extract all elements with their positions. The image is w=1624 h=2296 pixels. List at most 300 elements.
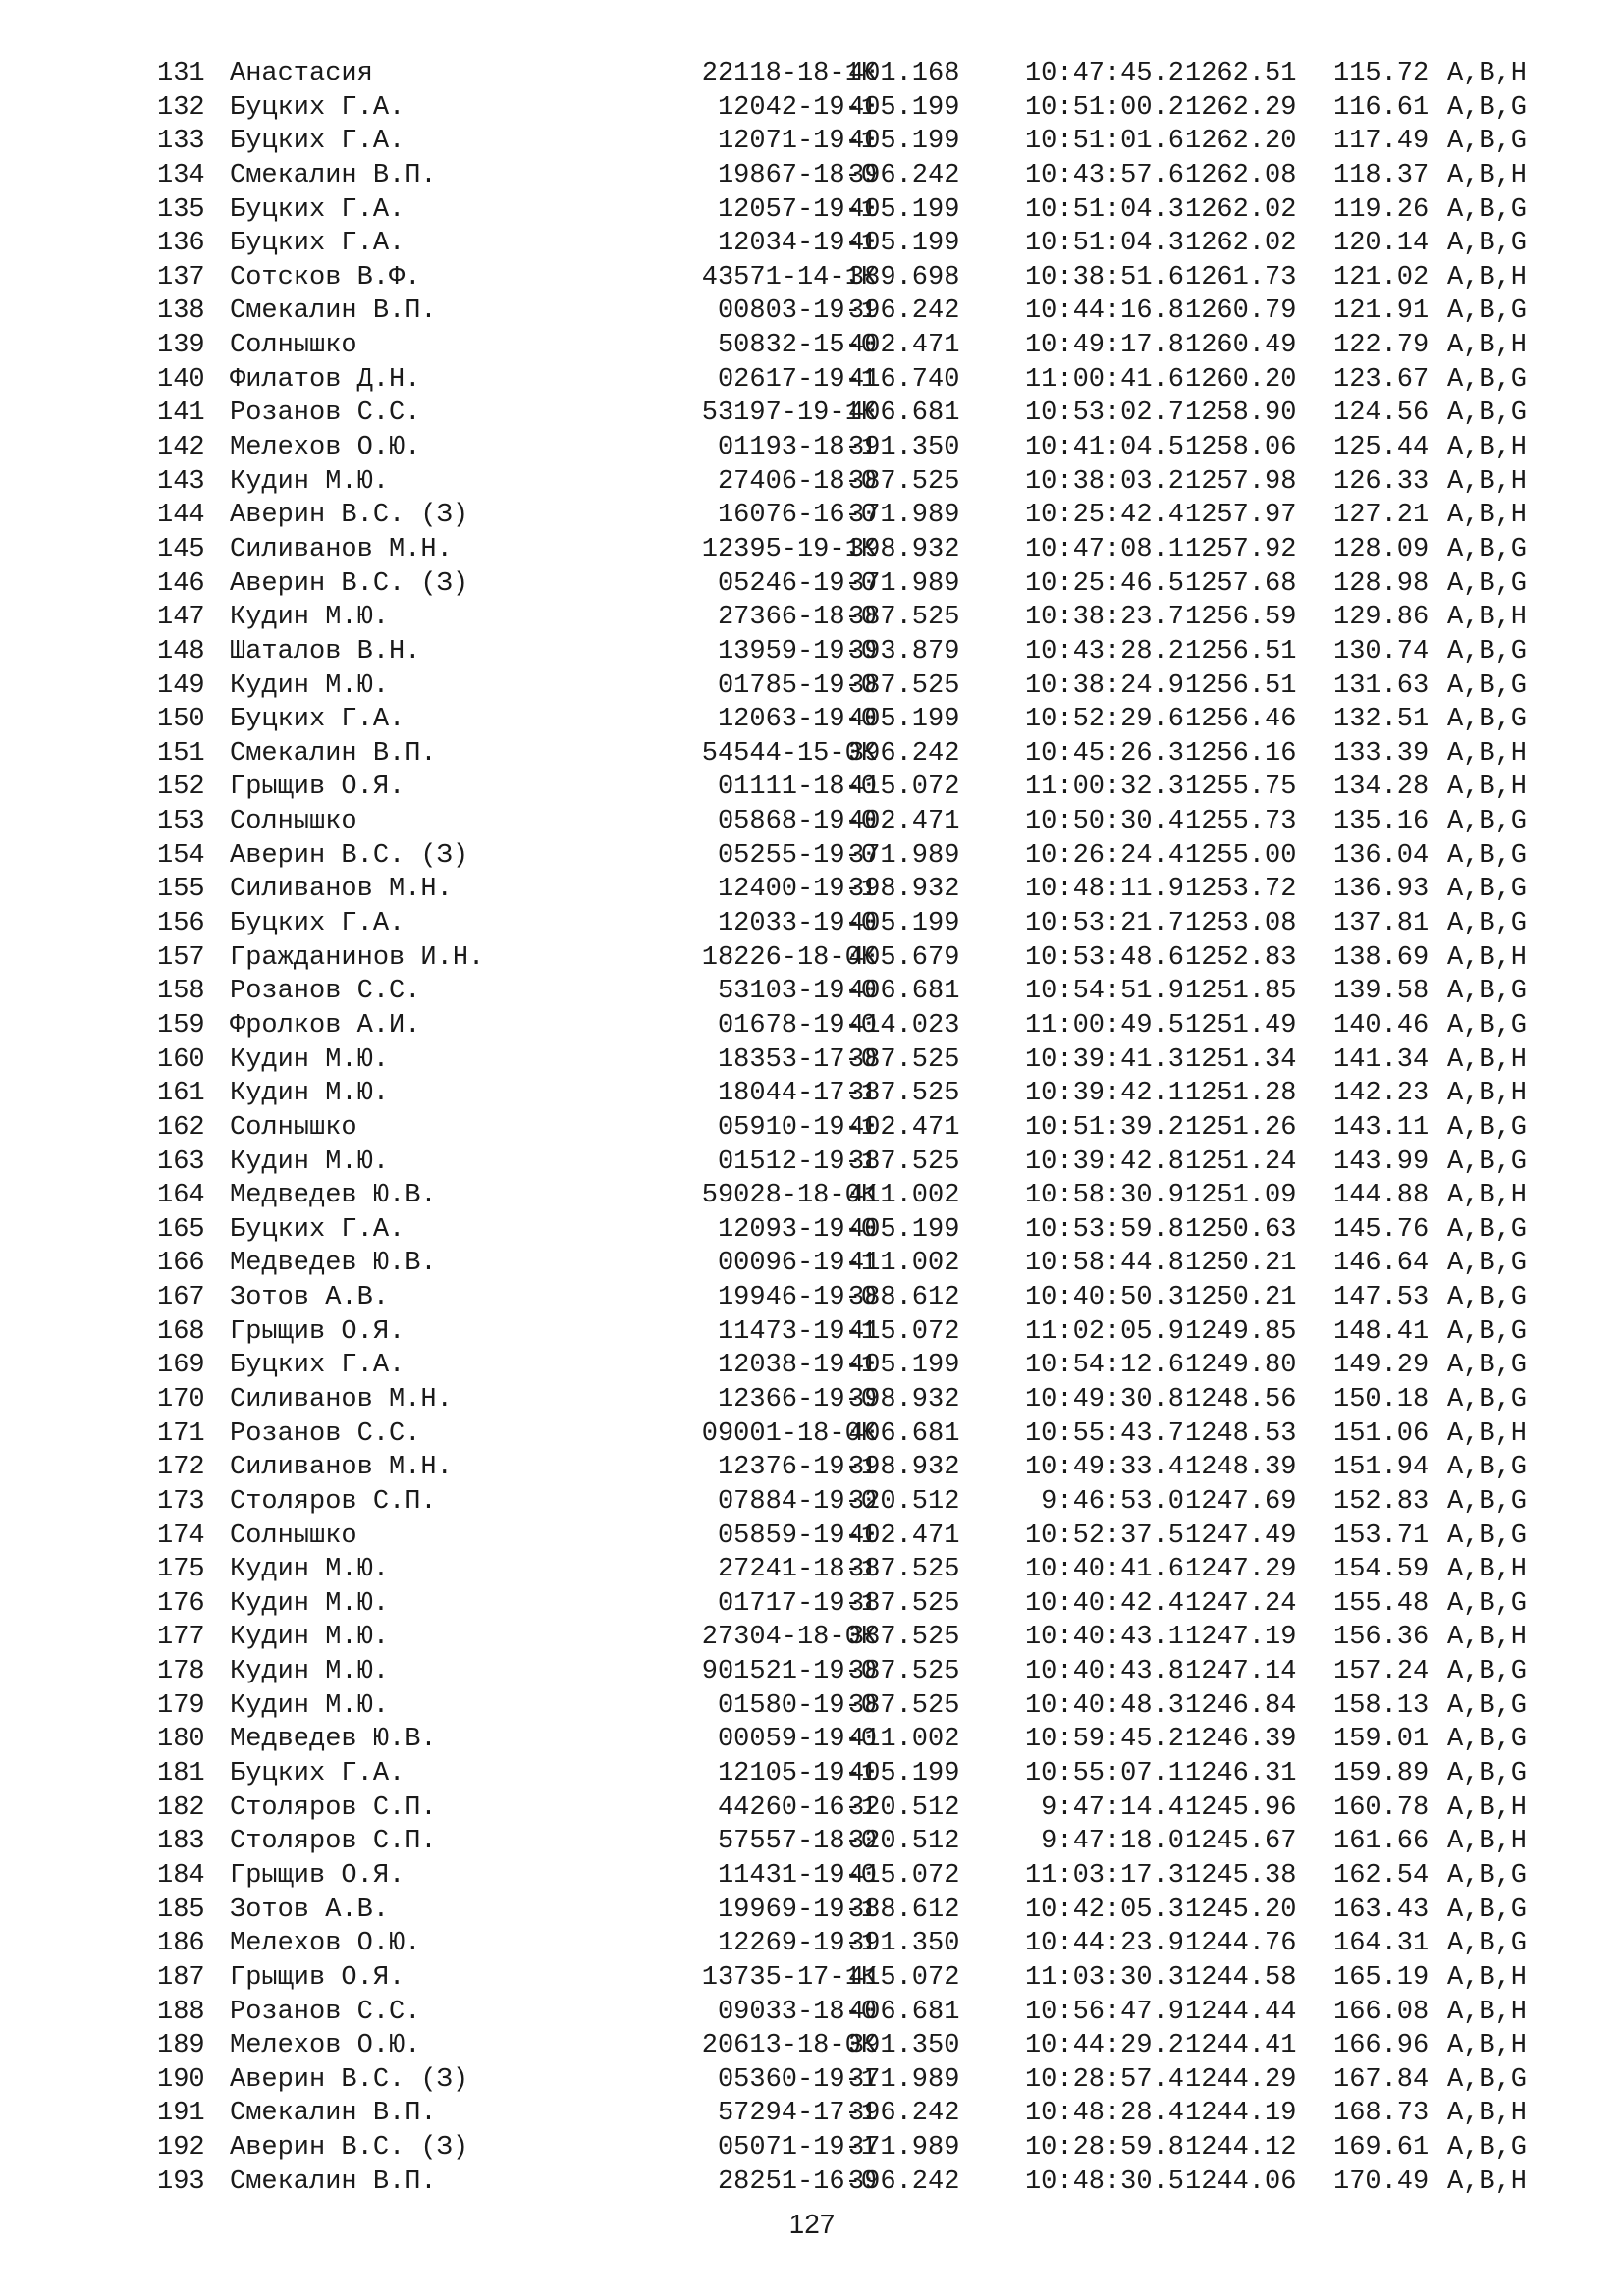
distance: 371.989 [848,2133,960,2163]
arrival-time: 9:47:14.4 [1041,1792,1184,1823]
coefficient: 158.13 [1333,1690,1430,1721]
arrival-time: 10:40:43.1 [1024,1623,1184,1653]
group-codes: A,B,H [1447,773,1528,803]
ring-number: 19946-19-0 [717,1283,877,1313]
row-number: 161 [157,1079,205,1109]
distance: 405.199 [848,127,960,157]
fancier-name: Грыщив О.Я. [230,1316,406,1347]
ring-number: 12366-19-0 [717,1384,877,1415]
speed: 1252.83 [1185,942,1297,973]
arrival-time: 10:53:21.7 [1024,909,1184,939]
arrival-time: 10:55:43.7 [1024,1418,1184,1449]
row-number: 137 [157,262,205,293]
speed: 1245.38 [1185,1860,1297,1891]
group-codes: A,B,G [1447,1147,1528,1177]
group-codes: A,B,G [1447,1384,1528,1415]
speed: 1262.08 [1185,160,1297,190]
arrival-time: 10:38:24.9 [1024,670,1184,701]
arrival-time: 10:49:17.8 [1024,331,1184,361]
ring-number: 11473-19-1 [717,1316,877,1347]
distance: 405.199 [848,1759,960,1789]
row-number: 190 [157,2064,205,2095]
speed: 1247.14 [1185,1657,1297,1687]
ring-number: 05360-19-1 [717,2064,877,2095]
distance: 405.199 [848,92,960,123]
distance: 406.681 [848,1997,960,2027]
row-number: 136 [157,229,205,259]
arrival-time: 10:40:41.6 [1024,1555,1184,1585]
group-codes: A,B,G [1447,1214,1528,1245]
arrival-time: 10:54:12.6 [1024,1351,1184,1381]
distance: 371.989 [848,568,960,599]
row-number: 159 [157,1010,205,1041]
row-number: 145 [157,534,205,564]
fancier-name: Смекалин В.П. [230,738,437,769]
group-codes: A,B,G [1447,1486,1528,1517]
speed: 1255.00 [1185,840,1297,871]
row-number: 154 [157,840,205,871]
ring-number: 07884-19-0 [717,1486,877,1517]
fancier-name: Медведев Ю.В. [230,1181,437,1211]
coefficient: 168.73 [1333,2099,1430,2129]
fancier-name: Столяров С.П. [230,1792,437,1823]
group-codes: A,B,H [1447,1827,1528,1857]
arrival-time: 10:58:44.8 [1024,1249,1184,1279]
arrival-time: 10:48:28.4 [1024,2099,1184,2129]
group-codes: A,B,H [1447,942,1528,973]
ring-number: 18226-18-0К [701,942,877,973]
fancier-name: Кудин М.Ю. [230,1044,390,1075]
group-codes: A,B,G [1447,670,1528,701]
row-number: 181 [157,1759,205,1789]
fancier-name: Анастасия [230,59,373,88]
ring-number: 54544-15-0К [701,738,877,769]
arrival-time: 10:25:46.5 [1024,568,1184,599]
group-codes: A,B,G [1447,92,1528,123]
coefficient: 169.61 [1333,2133,1430,2163]
group-codes: A,B,H [1447,1962,1528,1993]
group-codes: A,B,H [1447,466,1528,497]
fancier-name: Кудин М.Ю. [230,1555,390,1585]
group-codes: A,B,G [1447,568,1528,599]
coefficient: 159.01 [1333,1725,1430,1755]
speed: 1250.21 [1185,1283,1297,1313]
row-number: 175 [157,1555,205,1585]
speed: 1248.56 [1185,1384,1297,1415]
group-codes: A,B,G [1447,229,1528,259]
row-number: 132 [157,92,205,123]
distance: 389.698 [848,262,960,293]
distance: 416.740 [848,364,960,395]
row-number: 131 [157,59,205,88]
row-number: 138 [157,296,205,327]
group-codes: A,B,G [1447,399,1528,429]
fancier-name: Смекалин В.П. [230,2099,437,2129]
speed: 1248.53 [1185,1418,1297,1449]
fancier-name: Мелехов О.Ю. [230,1929,421,1959]
group-codes: A,B,G [1447,1283,1528,1313]
group-codes: A,B,G [1447,1249,1528,1279]
ring-number: 02617-19-1 [717,364,877,395]
speed: 1255.75 [1185,773,1297,803]
coefficient: 144.88 [1333,1181,1430,1211]
row-number: 168 [157,1316,205,1347]
distance: 405.199 [848,1214,960,1245]
arrival-time: 10:51:00.2 [1024,92,1184,123]
row-number: 171 [157,1418,205,1449]
group-codes: A,B,G [1447,636,1528,667]
ring-number: 12376-19-1 [717,1453,877,1483]
speed: 1250.63 [1185,1214,1297,1245]
fancier-name: Грыщив О.Я. [230,773,406,803]
distance: 414.023 [848,1010,960,1041]
speed: 1256.51 [1185,636,1297,667]
speed: 1244.44 [1185,1997,1297,2027]
distance: 398.932 [848,875,960,905]
group-codes: A,B,H [1447,331,1528,361]
group-codes: A,B,G [1447,1725,1528,1755]
distance: 406.681 [848,977,960,1007]
speed: 1251.09 [1185,1181,1297,1211]
distance: 387.525 [848,466,960,497]
coefficient: 133.39 [1333,738,1430,769]
distance: 411.002 [848,1181,960,1211]
distance: 402.471 [848,1521,960,1551]
group-codes: A,B,H [1447,433,1528,463]
ring-number: 13959-19-0 [717,636,877,667]
fancier-name: Филатов Д.Н. [230,364,421,395]
distance: 398.932 [848,1384,960,1415]
fancier-name: Аверин В.С. (З) [230,2064,469,2095]
fancier-name: Гражданинов И.Н. [230,942,485,973]
fancier-name: Солнышко [230,807,357,837]
fancier-name: Солнышко [230,1112,357,1143]
fancier-name: Буцких Г.А. [230,92,406,123]
row-number: 191 [157,2099,205,2129]
row-number: 189 [157,2031,205,2061]
ring-number: 12093-19-0 [717,1214,877,1245]
ring-number: 05910-19-1 [717,1112,877,1143]
row-number: 166 [157,1249,205,1279]
ring-number: 00059-19-0 [717,1725,877,1755]
coefficient: 117.49 [1333,127,1430,157]
distance: 405.199 [848,909,960,939]
speed: 1251.49 [1185,1010,1297,1041]
arrival-time: 10:39:41.3 [1024,1044,1184,1075]
row-number: 155 [157,875,205,905]
fancier-name: Буцких Г.А. [230,1351,406,1381]
arrival-time: 11:03:30.3 [1024,1962,1184,1993]
row-number: 157 [157,942,205,973]
ring-number: 12400-19-1 [717,875,877,905]
speed: 1245.96 [1185,1792,1297,1823]
row-number: 179 [157,1690,205,1721]
coefficient: 155.48 [1333,1588,1430,1619]
coefficient: 127.21 [1333,501,1430,531]
distance: 415.072 [848,1860,960,1891]
arrival-time: 10:40:43.8 [1024,1657,1184,1687]
fancier-name: Розанов С.С. [230,399,421,429]
ring-number: 05255-19-0 [717,840,877,871]
distance: 396.242 [848,2099,960,2129]
group-codes: A,B,H [1447,1792,1528,1823]
group-codes: A,B,H [1447,738,1528,769]
arrival-time: 10:47:45.2 [1024,59,1184,88]
row-number: 148 [157,636,205,667]
fancier-name: Солнышко [230,331,357,361]
ring-number: 27304-18-0К [701,1623,877,1653]
group-codes: A,B,G [1447,2064,1528,2095]
coefficient: 118.37 [1333,160,1430,190]
coefficient: 130.74 [1333,636,1430,667]
row-number: 142 [157,433,205,463]
distance: 396.242 [848,2166,960,2197]
row-number: 169 [157,1351,205,1381]
arrival-time: 10:49:30.8 [1024,1384,1184,1415]
coefficient: 166.08 [1333,1997,1430,2027]
arrival-time: 10:48:11.9 [1024,875,1184,905]
ring-number: 57557-18-0 [717,1827,877,1857]
ring-number: 27366-18-0 [717,603,877,633]
distance: 387.525 [848,1623,960,1653]
coefficient: 170.49 [1333,2166,1430,2197]
distance: 415.072 [848,1962,960,1993]
distance: 387.525 [848,1079,960,1109]
coefficient: 125.44 [1333,433,1430,463]
coefficient: 119.26 [1333,194,1430,225]
coefficient: 152.83 [1333,1486,1430,1517]
row-number: 133 [157,127,205,157]
coefficient: 136.93 [1333,875,1430,905]
coefficient: 142.23 [1333,1079,1430,1109]
coefficient: 160.78 [1333,1792,1430,1823]
row-number: 172 [157,1453,205,1483]
row-number: 170 [157,1384,205,1415]
distance: 405.199 [848,194,960,225]
row-number: 164 [157,1181,205,1211]
speed: 1249.80 [1185,1351,1297,1381]
fancier-name: Грыщив О.Я. [230,1962,406,1993]
speed: 1245.67 [1185,1827,1297,1857]
coefficient: 161.66 [1333,1827,1430,1857]
ring-number: 20613-18-0К [701,2031,877,2061]
row-number: 150 [157,705,205,735]
ring-number: 12105-19-1 [717,1759,877,1789]
distance: 391.350 [848,433,960,463]
ring-number: 01111-18-0 [717,773,877,803]
row-number: 176 [157,1588,205,1619]
ring-number: 12395-19-1К [701,534,877,564]
group-codes: A,B,H [1447,603,1528,633]
fancier-name: Аверин В.С. (З) [230,501,469,531]
distance: 391.350 [848,2031,960,2061]
distance: 405.199 [848,705,960,735]
distance: 405.199 [848,229,960,259]
ring-number: 01580-19-0 [717,1690,877,1721]
arrival-time: 9:46:53.0 [1041,1486,1184,1517]
coefficient: 148.41 [1333,1316,1430,1347]
distance: 411.002 [848,1725,960,1755]
coefficient: 147.53 [1333,1283,1430,1313]
fancier-name: Мелехов О.Ю. [230,2031,421,2061]
coefficient: 140.46 [1333,1010,1430,1041]
fancier-name: Силиванов М.Н. [230,534,453,564]
ring-number: 12034-19-1 [717,229,877,259]
distance: 387.525 [848,1555,960,1585]
ring-number: 09033-18-0 [717,1997,877,2027]
group-codes: A,B,H [1447,160,1528,190]
speed: 1260.49 [1185,331,1297,361]
speed: 1247.29 [1185,1555,1297,1585]
row-number: 146 [157,568,205,599]
fancier-name: Зотов А.В. [230,1895,390,1925]
distance: 387.525 [848,670,960,701]
fancier-name: Кудин М.Ю. [230,1657,390,1687]
arrival-time: 9:47:18.0 [1041,1827,1184,1857]
group-codes: A,B,G [1447,909,1528,939]
arrival-time: 10:53:59.8 [1024,1214,1184,1245]
distance: 402.471 [848,807,960,837]
arrival-time: 10:52:37.5 [1024,1521,1184,1551]
speed: 1251.26 [1185,1112,1297,1143]
group-codes: A,B,G [1447,534,1528,564]
speed: 1260.20 [1185,364,1297,395]
fancier-name: Силиванов М.Н. [230,1453,453,1483]
group-codes: A,B,H [1447,1555,1528,1585]
coefficient: 122.79 [1333,331,1430,361]
ring-number: 27406-18-0 [717,466,877,497]
group-codes: A,B,G [1447,1759,1528,1789]
group-codes: A,B,G [1447,296,1528,327]
group-codes: A,B,G [1447,1316,1528,1347]
speed: 1247.19 [1185,1623,1297,1653]
speed: 1244.12 [1185,2133,1297,2163]
ring-number: 53103-19-0 [717,977,877,1007]
arrival-time: 11:02:05.9 [1024,1316,1184,1347]
speed: 1251.85 [1185,977,1297,1007]
fancier-name: Зотов А.В. [230,1283,390,1313]
speed: 1251.34 [1185,1044,1297,1075]
arrival-time: 10:38:03.2 [1024,466,1184,497]
ring-number: 01785-19-0 [717,670,877,701]
group-codes: A,B,G [1447,364,1528,395]
distance: 396.242 [848,296,960,327]
group-codes: A,B,H [1447,1418,1528,1449]
fancier-name: Смекалин В.П. [230,296,437,327]
ring-number: 16076-16-0 [717,501,877,531]
distance: 387.525 [848,1044,960,1075]
ring-number: 28251-16-0 [717,2166,877,2197]
row-number: 158 [157,977,205,1007]
speed: 1246.31 [1185,1759,1297,1789]
group-codes: A,B,G [1447,977,1528,1007]
ring-number: 00096-19-1 [717,1249,877,1279]
ring-number: 19867-18-0 [717,160,877,190]
arrival-time: 10:54:51.9 [1024,977,1184,1007]
fancier-name: Силиванов М.Н. [230,1384,453,1415]
fancier-name: Буцких Г.А. [230,1759,406,1789]
arrival-time: 10:39:42.1 [1024,1079,1184,1109]
group-codes: A,B,G [1447,840,1528,871]
row-number: 147 [157,603,205,633]
arrival-time: 10:49:33.4 [1024,1453,1184,1483]
coefficient: 143.99 [1333,1147,1430,1177]
speed: 1251.24 [1185,1147,1297,1177]
coefficient: 123.67 [1333,364,1430,395]
row-number: 143 [157,466,205,497]
arrival-time: 10:51:39.2 [1024,1112,1184,1143]
fancier-name: Буцких Г.А. [230,705,406,735]
fancier-name: Буцких Г.А. [230,127,406,157]
coefficient: 143.11 [1333,1112,1430,1143]
speed: 1256.51 [1185,670,1297,701]
ring-number: 12057-19-1 [717,194,877,225]
speed: 1246.39 [1185,1725,1297,1755]
ring-number: 01512-19-1 [717,1147,877,1177]
group-codes: A,B,H [1447,1997,1528,2027]
distance: 387.525 [848,1588,960,1619]
row-number: 186 [157,1929,205,1959]
distance: 401.168 [848,59,960,88]
ring-number: 43571-14-1К [701,262,877,293]
speed: 1253.08 [1185,909,1297,939]
fancier-name: Розанов С.С. [230,977,421,1007]
speed: 1244.06 [1185,2166,1297,2197]
row-number: 187 [157,1962,205,1993]
coefficient: 156.36 [1333,1623,1430,1653]
fancier-name: Буцких Г.А. [230,909,406,939]
fancier-name: Медведев Ю.В. [230,1725,437,1755]
fancier-name: Розанов С.С. [230,1418,421,1449]
arrival-time: 10:51:01.6 [1024,127,1184,157]
ring-number: 19969-19-1 [717,1895,877,1925]
group-codes: A,B,H [1447,1044,1528,1075]
speed: 1248.39 [1185,1453,1297,1483]
distance: 402.471 [848,331,960,361]
coefficient: 151.06 [1333,1418,1430,1449]
distance: 396.242 [848,160,960,190]
speed: 1261.73 [1185,262,1297,293]
coefficient: 135.16 [1333,807,1430,837]
ring-number: 12269-19-1 [717,1929,877,1959]
ring-number: 12042-19-1 [717,92,877,123]
coefficient: 157.24 [1333,1657,1430,1687]
ring-number: 05868-19-0 [717,807,877,837]
speed: 1251.28 [1185,1079,1297,1109]
speed: 1253.72 [1185,875,1297,905]
ring-number: 53197-19-1К [701,399,877,429]
distance: 411.002 [848,1249,960,1279]
distance: 371.989 [848,501,960,531]
group-codes: A,B,G [1447,807,1528,837]
arrival-time: 10:44:29.2 [1024,2031,1184,2061]
fancier-name: Кудин М.Ю. [230,1690,390,1721]
ring-number: 18044-17-1 [717,1079,877,1109]
coefficient: 151.94 [1333,1453,1430,1483]
coefficient: 132.51 [1333,705,1430,735]
speed: 1262.51 [1185,59,1297,88]
speed: 1245.20 [1185,1895,1297,1925]
ring-number: 05859-19-1 [717,1521,877,1551]
arrival-time: 10:48:30.5 [1024,2166,1184,2197]
arrival-time: 11:00:49.5 [1024,1010,1184,1041]
speed: 1249.85 [1185,1316,1297,1347]
distance: 398.932 [848,1453,960,1483]
speed: 1244.19 [1185,2099,1297,2129]
coefficient: 138.69 [1333,942,1430,973]
coefficient: 145.76 [1333,1214,1430,1245]
coefficient: 121.91 [1333,296,1430,327]
